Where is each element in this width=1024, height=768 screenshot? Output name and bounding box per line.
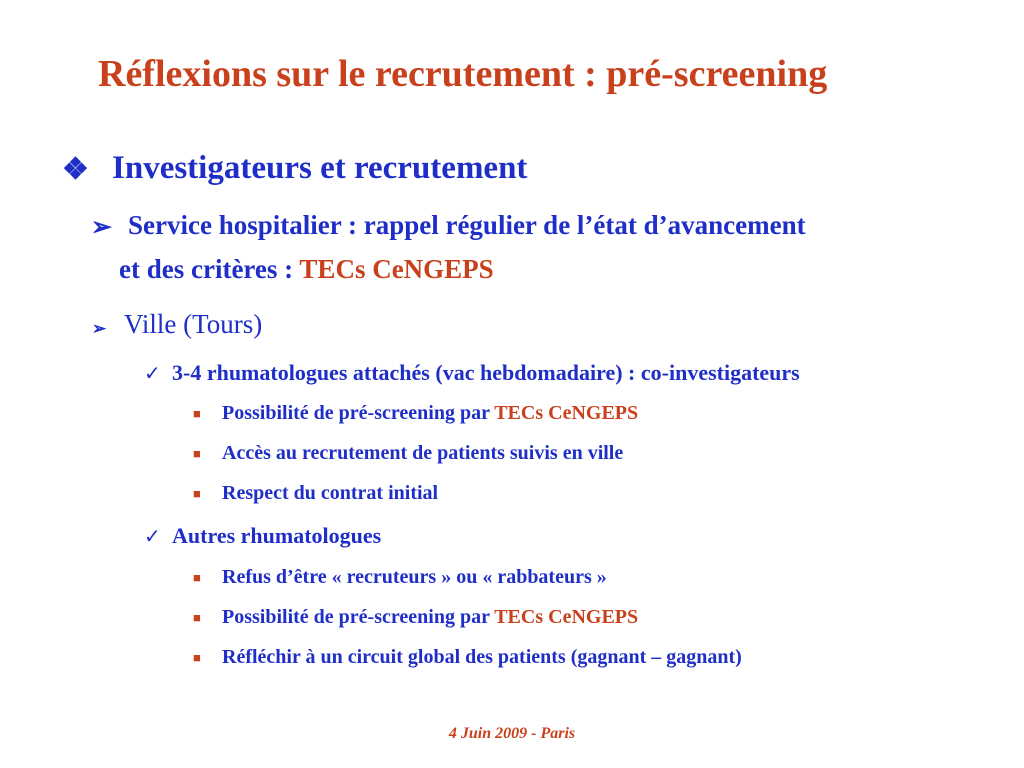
service-line-1: Service hospitalier : rappel régulier de l’état d’avancement [128,210,806,240]
diamond-bullet-icon: ❖ [62,153,89,186]
square-bullet-icon: ■ [193,406,201,421]
group2-item-2-accent: TECs CeNGEPS [494,606,639,628]
group1-item-1-text: Possibilité de pré-screening par [222,402,495,424]
group1-item-1-accent: TECs CeNGEPS [494,402,639,424]
square-bullet-icon: ■ [193,486,201,501]
group1-item-3: Respect du contrat initial [222,482,439,504]
square-bullet-icon: ■ [193,650,201,665]
group1-heading: 3-4 rhumatologues attachés (vac hebdomadaire) : co-investigateurs [172,360,800,385]
ville-heading: Ville (Tours) [124,309,263,339]
slide-title: Réflexions sur le recrutement : pré-screening [98,53,828,95]
group2-heading: Autres rhumatologues [172,523,382,548]
group1-item-1 [222,402,638,425]
arrow-bullet-icon: ➢ [91,214,112,241]
group2-item-3: Réfléchir à un circuit global des patients (gagnant – gagnant) [222,646,742,668]
square-bullet-icon: ■ [193,570,201,585]
section-heading: Investigateurs et recrutement [112,150,528,186]
group2-item-1: Refus d’être « recruteurs » ou « rabbateurs » [222,566,607,588]
small-arrow-bullet-icon: ➢ [92,319,107,338]
group1-item-2: Accès au recrutement de patients suivis en ville [222,442,624,464]
service-line-2-text: et des critères : [119,254,300,284]
service-line-2-accent: TECs CeNGEPS [299,254,494,284]
group2-item-2 [222,606,638,629]
square-bullet-icon: ■ [193,610,201,625]
service-line-2 [119,254,494,285]
group2-item-2-text: Possibilité de pré-screening par [222,606,495,628]
slide-footer: 4 Juin 2009 - Paris [448,725,576,742]
checkmark-icon: ✓ [144,526,161,548]
square-bullet-icon: ■ [193,446,201,461]
checkmark-icon: ✓ [144,363,161,385]
